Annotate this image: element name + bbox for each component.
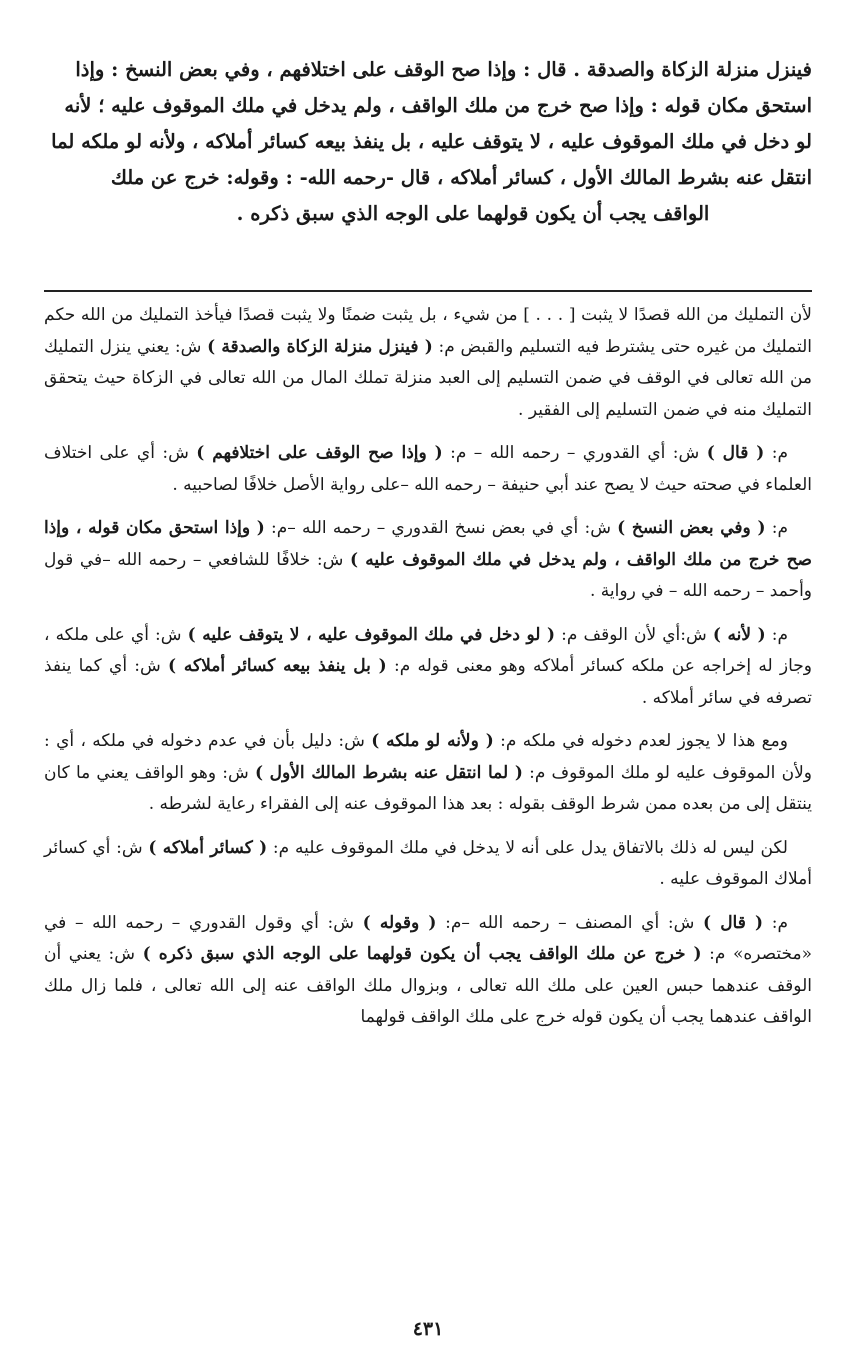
commentary-paragraph [44,726,812,821]
quoted-text: ( وقوله ) [362,912,437,933]
commentary-text: ش: دليل بأن في عدم دخوله في ملكه ، أي : ولأن الموقوف عليه لو ملك الموقوف م: [44,731,812,783]
separator-rule [44,290,812,292]
quoted-text: ( بل ينفذ بيعه كسائر أملاكه ) [168,656,387,676]
quoted-text: ( لو دخل في ملك الموقوف عليه ، لا يتوقف عليه ) [187,624,556,645]
quoted-text: ( وفي بعض النسخ ) [617,518,766,538]
quoted-text: ( ولأنه لو ملكه ) [371,731,494,751]
commentary-text: ش: أي وقول القدوري – رحمه الله – في «مختصره» م: [44,912,812,964]
commentary-text: لأن التمليك من الله قصدًا لا يثبت [ . . . ] من شيء ، بل يثبت ضمنًا ولا يثبت قصدًا فيأخذ التمليك من الله حكم التمليك من غيره حتى يشترط فيه التسليم والقبض م: [44,305,812,357]
commentary-text: ش: أي في بعض نسخ القدوري – رحمه الله –م: [264,518,618,538]
commentary-block [44,300,812,1046]
quoted-text: ( لأنه ) [712,624,766,645]
commentary-paragraph [44,908,812,1034]
commentary-paragraph [44,513,812,608]
commentary-text: م: [763,912,788,933]
quoted-text: ( فينزل منزلة الزكاة والصدقة ) [207,336,433,357]
commentary-text: ش: وهو الواقف يعني ما كان ينتقل إلى من بعده ممن شرط الوقف بقوله : بعد هذا الموقوف عنه إلى الفقراء رعاية لشرطه . [44,762,812,814]
quoted-text: ( وإذا صح الوقف على اختلافهم ) [196,443,443,463]
commentary-text: ش: يعني ينزل التمليك من الله تعالى في الوقف في ضمن التسليم إلى العبد منزلة تملك المال من الله تعالى في الزكاة حيث يتحقق التمليك منه في ضمن التسليم إلى الفقير . [44,336,812,420]
commentary-text: ش: أي على ملكه ، وجاز له إخراجه عن ملكه كسائر أملاكه وهو معنى قوله م: [44,624,813,676]
commentary-text: ومع هذا لا يجوز لعدم دخوله في ملكه م: [493,731,788,751]
commentary-text: ش: أي على اختلاف العلماء في صحته حيث لا يصح عند أبي حنيفة – رحمه الله –على رواية الأصل خلافًا لصاحبيه . [44,443,812,495]
commentary-text: ش: أي المصنف – رحمه الله –م: [436,912,703,933]
commentary-paragraph [44,620,812,715]
commentary-paragraph [44,833,812,896]
quoted-text: ( خرج عن ملك الواقف يجب أن يكون قولهما على الوجه الذي سبق ذكره ) [142,944,702,964]
commentary-text: م: [764,443,788,463]
commentary-text: لكن ليس له ذلك بالاتفاق يدل على أنه لا يدخل في ملك الموقوف عليه م: [267,837,788,858]
main-text-line: لو دخل في ملك الموقوف عليه ، لا يتوقف عليه ، بل ينفذ بيعه كسائر أملاكه ، ولأنه لو ملكه لما [51,130,812,153]
page-number: ٤٣١ [412,1318,444,1340]
commentary-text: ش: يعني أن الوقف عندهما حبس العين على ملك الله تعالى ، وبزوال ملك الواقف عنه إلى الله تعالى ، فلما زال ملك الواقف عندهما يجب أن يكون قوله خرج على ملك الواقف قولهما [44,944,812,1027]
main-text-line: انتقل عنه بشرط المالك الأول ، كسائر أملاكه ، قال -رحمه الله- : وقوله: خرج عن ملك [110,166,812,189]
main-text-line: استحق مكان قوله : وإذا صح خرج من ملك الواقف ، ولم يدخل في ملك الموقوف عليه ؛ لأنه [64,94,812,117]
commentary-text: ش: أي كما ينفذ تصرفه في سائر أملاكه . [44,656,812,708]
quoted-text: ( قال ) [702,912,764,933]
main-text-block [44,52,812,232]
quoted-text: ( قال ) [706,443,765,463]
quoted-text: ( كسائر أملاكه ) [148,837,268,858]
main-text-line: فينزل منزلة الزكاة والصدقة . قال : وإذا صح الوقف على اختلافهم ، وفي بعض النسخ : وإذا [75,58,812,81]
main-text-line: الواقف يجب أن يكون قولهما على الوجه الذي سبق ذكره . [236,202,710,225]
quoted-text: ( وإذا استحق مكان قوله ، وإذا صح خرج من ملك الواقف ، ولم يدخل في ملك الموقوف عليه ) [44,518,812,570]
commentary-text: ش: خلافًا للشافعي – رحمه الله –في قول وأحمد – رحمه الله – في رواية . [44,549,812,601]
commentary-text: ش: أي كسائر أملاك الموقوف عليه . [44,837,812,889]
commentary-paragraph [44,438,812,501]
commentary-text: م: [765,518,788,538]
commentary-paragraph [44,300,812,426]
quoted-text: ( لما انتقل عنه بشرط المالك الأول ) [254,762,523,783]
commentary-text: ش:أي لأن الوقف م: [555,624,713,645]
commentary-text: م: [765,624,789,645]
commentary-text: ش: أي القدوري – رحمه الله – م: [442,443,707,463]
